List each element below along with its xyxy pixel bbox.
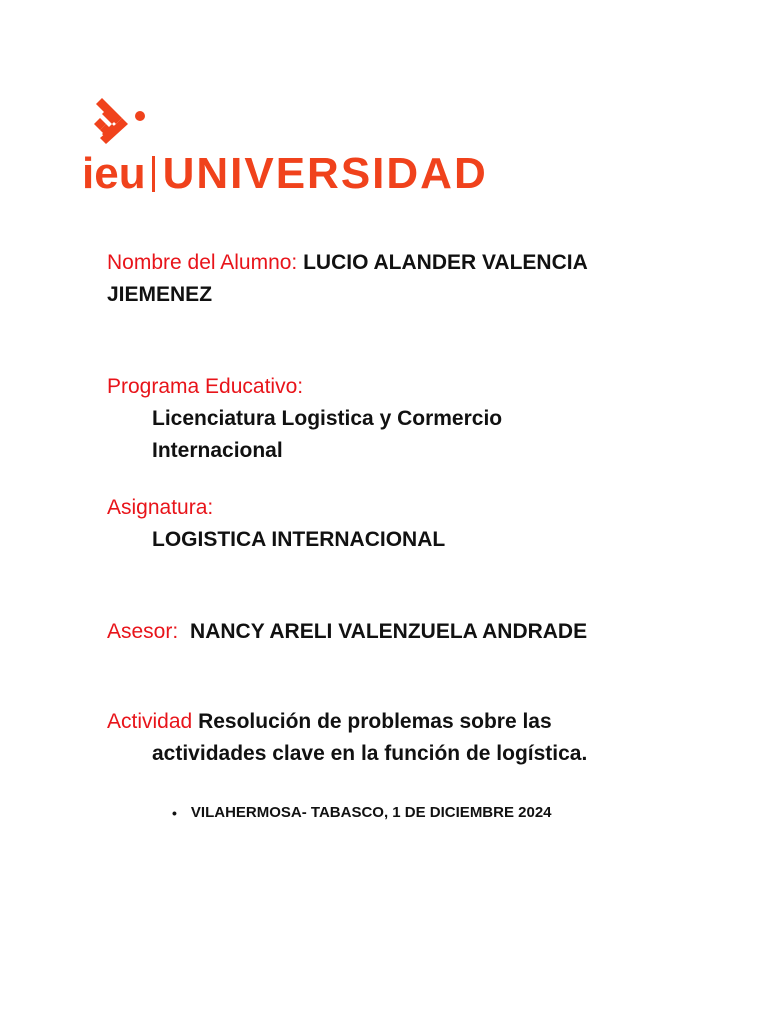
ieu-chevron-logo-icon (92, 94, 152, 146)
student-name-label: Nombre del Alumno: (107, 251, 298, 274)
program-value-continued: Internacional (152, 439, 283, 462)
program-block (107, 371, 707, 467)
program-label: Programa Educativo: (107, 375, 304, 398)
advisor-block (107, 616, 707, 648)
activity-value: Resolución de problemas sobre las (198, 710, 552, 733)
student-name-value-continued: JIEMENEZ (107, 283, 213, 306)
advisor-label: Asesor: (107, 620, 179, 643)
subject-label: Asignatura: (107, 496, 214, 519)
activity-value-continued: actividades clave en la función de logística. (152, 742, 588, 765)
place-date-text: VILAHERMOSA- TABASCO, 1 DE DICIEMBRE 2024 (190, 804, 552, 821)
activity-label: Actividad (107, 710, 193, 733)
advisor-value: NANCY ARELI VALENZUELA ANDRADE (190, 620, 588, 643)
program-value: Licenciatura Logistica y Cormercio (152, 407, 503, 430)
activity-block (107, 706, 707, 770)
subject-block (107, 492, 707, 556)
place-date-list-item (172, 802, 552, 824)
logo-name: UNIVERSIDAD (162, 149, 488, 198)
subject-value: LOGISTICA INTERNACIONAL (152, 528, 446, 551)
bullet-icon: • (172, 805, 177, 821)
logo-divider (152, 156, 155, 192)
student-name-block (107, 247, 707, 311)
university-logo-wordmark (82, 150, 488, 198)
logo-prefix: ieu (82, 149, 146, 198)
student-name-value: LUCIO ALANDER VALENCIA (303, 251, 588, 274)
